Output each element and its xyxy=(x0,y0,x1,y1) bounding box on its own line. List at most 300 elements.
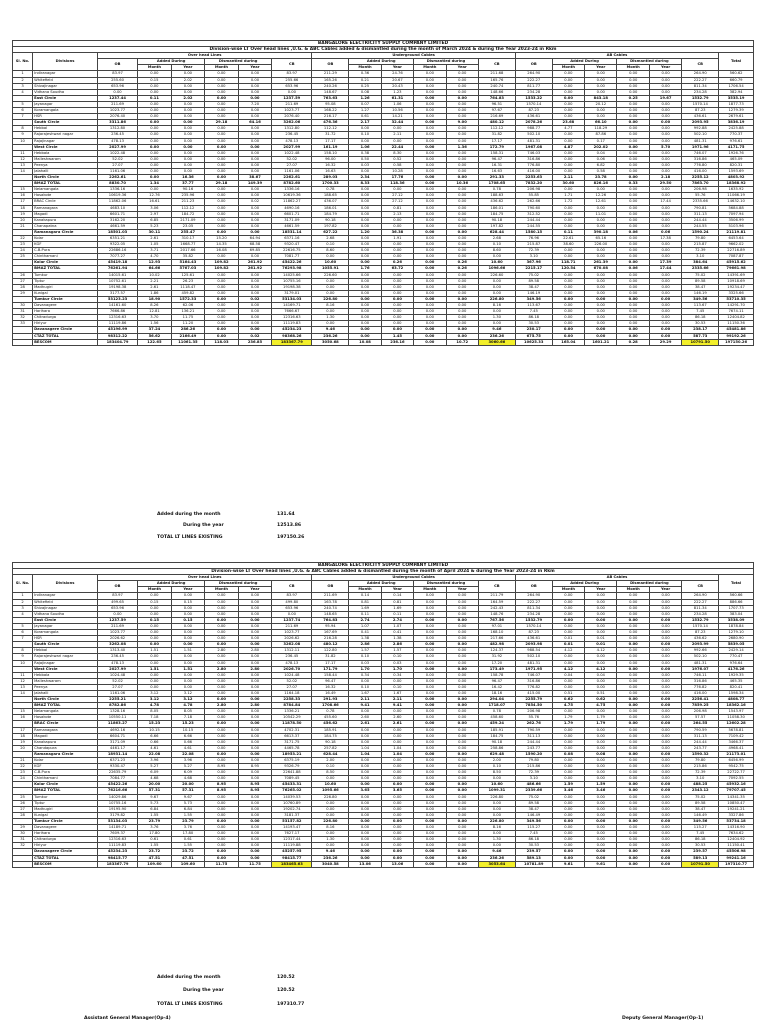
value-cell: 0.00 xyxy=(649,782,681,788)
value-cell: 0.00 xyxy=(138,114,172,120)
value-cell: 17.44 xyxy=(649,199,681,205)
value-cell: 4808.77 xyxy=(719,697,754,703)
value-cell: 0.00 xyxy=(617,794,649,800)
value-cell: 0.00 xyxy=(414,703,446,709)
value-cell: 1023.77 xyxy=(97,630,137,636)
value-cell: 0.00 xyxy=(238,193,272,199)
value-cell: 0.00 xyxy=(381,303,413,309)
value-cell: 0.04 xyxy=(585,672,617,678)
value-cell: 0.00 xyxy=(349,806,381,812)
value-cell: 8.26 xyxy=(138,303,172,309)
value-cell: 236.85 xyxy=(238,339,272,345)
april-2024-statement xyxy=(12,562,754,1007)
value-cell: 0.00 xyxy=(414,849,446,855)
value-cell: 0.00 xyxy=(617,309,649,315)
value-cell: 0.00 xyxy=(171,126,205,132)
value-cell: 215.86 xyxy=(515,764,552,770)
value-cell: 0.00 xyxy=(171,108,205,114)
value-cell: 10.56 xyxy=(381,108,413,114)
value-cell: 0.00 xyxy=(617,284,649,290)
value-cell: 206.98 xyxy=(682,187,719,193)
value-cell: 0.00 xyxy=(205,254,239,260)
value-cell: 0.00 xyxy=(205,138,239,144)
value-cell: 53134.03 xyxy=(272,296,312,302)
value-cell: 148.66 xyxy=(478,89,515,95)
division-name-cell: Kunigal xyxy=(33,812,98,818)
value-cell: 0.78 xyxy=(478,709,515,715)
value-cell: 0.00 xyxy=(552,825,584,831)
value-cell: 2.68 xyxy=(312,236,349,242)
value-cell: 0.00 xyxy=(649,315,681,321)
value-cell: 11.75 xyxy=(205,861,239,867)
value-cell: 109.82 xyxy=(205,260,239,266)
value-cell: 0.00 xyxy=(349,254,381,260)
value-cell: 10.08 xyxy=(349,339,381,345)
value-cell: 244.44 xyxy=(682,739,719,745)
value-cell: 0.00 xyxy=(446,636,478,642)
division-name-cell: Hebbal xyxy=(33,126,98,132)
value-cell: 0.00 xyxy=(649,205,681,211)
sl-no-cell: 11 xyxy=(13,672,33,678)
value-cell: 89.58 xyxy=(515,278,552,284)
value-cell: 244.44 xyxy=(515,217,552,223)
division-name-cell: North Circle xyxy=(33,697,98,703)
value-cell: 0.00 xyxy=(238,599,272,605)
value-cell: 0.00 xyxy=(205,77,239,83)
value-cell: 22686.16 xyxy=(97,248,137,254)
value-cell: 0.00 xyxy=(552,284,584,290)
value-cell: 0.00 xyxy=(617,697,649,703)
value-cell: 481.31 xyxy=(515,660,552,666)
sl-no-cell: 3 xyxy=(13,605,33,611)
value-cell: 0.00 xyxy=(381,806,413,812)
value-cell: 38.47 xyxy=(515,284,552,290)
value-cell: 0.00 xyxy=(349,818,381,824)
value-cell: 0.00 xyxy=(446,855,478,861)
value-cell: 222.27 xyxy=(682,599,719,605)
value-cell: 17.76 xyxy=(381,175,413,181)
value-cell: 22.44 xyxy=(381,144,413,150)
value-cell: 0.00 xyxy=(617,636,649,642)
value-cell: 1.51 xyxy=(138,666,172,672)
value-cell: 0.00 xyxy=(205,284,239,290)
value-cell: 0.00 xyxy=(238,150,272,156)
value-cell: 589.13 xyxy=(515,855,552,861)
value-cell: 7.20 xyxy=(238,101,272,107)
sl-no-cell: 18 xyxy=(13,205,33,211)
value-cell: 436.61 xyxy=(515,636,552,642)
value-cell: 29.29 xyxy=(649,339,681,345)
value-cell: 3.65 xyxy=(349,788,381,794)
value-cell: 0.00 xyxy=(349,248,381,254)
value-cell: 10850.47 xyxy=(719,800,754,806)
value-cell: 0.00 xyxy=(585,758,617,764)
value-cell: 349.56 xyxy=(515,818,552,824)
value-cell: 776.80 xyxy=(515,162,552,168)
value-cell: 670.08 xyxy=(585,266,617,272)
value-cell: 0.38 xyxy=(349,150,381,156)
value-cell: 56.62 xyxy=(138,333,172,339)
value-cell: 0.00 xyxy=(381,855,413,861)
value-cell: 184.72 xyxy=(171,211,205,217)
value-cell: 53123.23 xyxy=(97,296,137,302)
sl-no-cell: 22 xyxy=(13,236,33,242)
value-cell: 7674.11 xyxy=(719,309,754,315)
value-cell: 0.10 xyxy=(312,242,349,248)
value-cell: 0.00 xyxy=(205,168,239,174)
value-cell: 4.75 xyxy=(552,703,584,709)
value-cell: 45234.23 xyxy=(97,849,137,855)
value-cell: 0.00 xyxy=(446,611,478,617)
value-cell: 0.00 xyxy=(552,733,584,739)
value-cell: 0.00 xyxy=(414,593,446,599)
value-cell: 0.00 xyxy=(381,800,413,806)
value-cell: 1055.91 xyxy=(312,266,349,272)
value-cell: 1.79 xyxy=(585,715,617,721)
value-cell: 0.00 xyxy=(414,114,446,120)
value-cell: 0.00 xyxy=(349,217,381,223)
division-name-cell: West Circle xyxy=(33,144,98,150)
value-cell: 0.00 xyxy=(171,138,205,144)
value-cell: 0.00 xyxy=(238,678,272,684)
month-header: Month xyxy=(617,587,649,593)
value-cell: 0.00 xyxy=(171,83,205,89)
value-cell: 0.00 xyxy=(552,187,584,193)
value-cell: 236.26 xyxy=(478,333,515,339)
value-cell: 0.00 xyxy=(478,806,515,812)
value-cell: 0.00 xyxy=(446,327,478,333)
division-name-cell: Rajarajeshwari nagar xyxy=(33,132,98,138)
value-cell: 0.00 xyxy=(349,333,381,339)
value-cell: 311.13 xyxy=(682,211,719,217)
division-name-cell: Madhugiri xyxy=(33,284,98,290)
value-cell: 0.00 xyxy=(205,642,239,648)
value-cell: 3.06 xyxy=(138,205,172,211)
value-cell: 1.70 xyxy=(349,666,381,672)
value-cell: 1570.14 xyxy=(682,101,719,107)
value-cell: 7863.70 xyxy=(682,181,719,187)
value-cell: 0.00 xyxy=(312,812,349,818)
value-cell: 660.79 xyxy=(719,77,754,83)
value-cell: 0.00 xyxy=(446,278,478,284)
oh-added-header: Added During xyxy=(138,581,205,587)
value-cell: 367.96 xyxy=(515,260,552,266)
value-cell: 0.00 xyxy=(238,697,272,703)
value-cell: 4683.10 xyxy=(97,205,137,211)
sl-no-cell: 17 xyxy=(13,727,33,733)
value-cell: 75.02 xyxy=(515,794,552,800)
value-cell: 746.07 xyxy=(515,672,552,678)
value-cell: 47.51 xyxy=(138,855,172,861)
value-cell: 38.47 xyxy=(515,806,552,812)
value-cell: 146.19 xyxy=(515,290,552,296)
value-cell: 0.00 xyxy=(238,126,272,132)
value-cell: 2093.95 xyxy=(682,120,719,126)
value-cell: 0.00 xyxy=(414,211,446,217)
value-cell: 0.00 xyxy=(414,648,446,654)
value-cell: 0.00 xyxy=(617,254,649,260)
value-cell: 1668.77 xyxy=(171,242,205,248)
value-cell: 0.00 xyxy=(585,800,617,806)
value-cell: 5678.81 xyxy=(719,727,754,733)
value-cell: 0.00 xyxy=(414,764,446,770)
value-cell: 763.63 xyxy=(312,95,349,101)
value-cell: 0.00 xyxy=(446,843,478,849)
value-cell: 211.69 xyxy=(272,623,312,629)
value-cell: 0.00 xyxy=(381,223,413,229)
division-name-cell: Kolar Circle xyxy=(33,260,98,266)
value-cell: 11119.83 xyxy=(97,843,137,849)
division-name-cell: CTAZ TOTAL xyxy=(33,855,98,861)
value-cell: 0.00 xyxy=(649,89,681,95)
value-cell: 0.00 xyxy=(171,101,205,107)
value-cell: 23.68 xyxy=(552,120,584,126)
value-cell: 31.92 xyxy=(478,654,515,660)
value-cell: 3.12 xyxy=(171,690,205,696)
value-cell: 436.61 xyxy=(682,114,719,120)
value-cell: 1312.80 xyxy=(97,126,137,132)
value-cell: 8784.84 xyxy=(272,703,312,709)
sl-no-cell: 26 xyxy=(13,800,33,806)
value-cell: 264.55 xyxy=(682,721,719,727)
value-cell: 184.75 xyxy=(478,211,515,217)
value-cell: 16.36 xyxy=(171,175,205,181)
value-cell: 0.00 xyxy=(349,855,381,861)
value-cell: 0.00 xyxy=(446,648,478,654)
value-cell: 4.78 xyxy=(171,703,205,709)
value-cell: 0.00 xyxy=(446,83,478,89)
value-cell: 0.00 xyxy=(138,150,172,156)
value-cell: 12.61 xyxy=(585,199,617,205)
value-cell: 8.16 xyxy=(478,303,515,309)
value-cell: 0.00 xyxy=(617,150,649,156)
value-cell: 211.69 xyxy=(97,623,137,629)
value-cell: 168.10 xyxy=(478,630,515,636)
value-cell: 1580.15 xyxy=(515,229,552,235)
division-name-cell: Rajarajeshwari nagar xyxy=(33,654,98,660)
value-cell: 0.00 xyxy=(205,126,239,132)
value-cell: 19.67 xyxy=(649,95,681,101)
value-cell: 2166.49 xyxy=(171,333,205,339)
value-cell: 0.00 xyxy=(446,806,478,812)
value-cell: 2215.17 xyxy=(515,266,552,272)
value-cell: 1.79 xyxy=(585,721,617,727)
value-cell: 186.01 xyxy=(478,205,515,211)
value-cell: 10625.33 xyxy=(515,339,552,345)
value-cell: 0.00 xyxy=(552,758,584,764)
value-cell: 0.00 xyxy=(649,108,681,114)
value-cell: 0.00 xyxy=(238,229,272,235)
value-cell: 0.00 xyxy=(617,114,649,120)
value-cell: 1.69 xyxy=(349,605,381,611)
value-cell: 20.00 xyxy=(171,782,205,788)
value-cell: 1.51 xyxy=(138,648,172,654)
value-cell: 90.18 xyxy=(312,739,349,745)
value-cell: 262.66 xyxy=(515,199,552,205)
value-cell: 0.00 xyxy=(649,654,681,660)
value-cell: 0.00 xyxy=(205,806,239,812)
value-cell: 0.00 xyxy=(617,193,649,199)
value-cell: 165.76 xyxy=(478,77,515,83)
value-cell: 0.10 xyxy=(478,242,515,248)
value-cell: 226.80 xyxy=(478,794,515,800)
sl-no-cell: 16 xyxy=(13,715,33,721)
value-cell: 261.92 xyxy=(238,260,272,266)
value-cell: 0.00 xyxy=(446,95,478,101)
value-cell: 0.00 xyxy=(238,303,272,309)
value-cell: 488.25 xyxy=(682,782,719,788)
value-cell: 0.00 xyxy=(649,321,681,327)
value-cell: 0.00 xyxy=(552,812,584,818)
value-cell: 7666.86 xyxy=(97,309,137,315)
value-cell: 1700.33 xyxy=(312,181,349,187)
sl-no-cell: 1 xyxy=(13,593,33,599)
value-cell: 244.55 xyxy=(515,223,552,229)
oh-ob-header: OB xyxy=(97,59,137,71)
value-cell: 27.12 xyxy=(381,193,413,199)
value-cell: 90.16 xyxy=(171,187,205,193)
value-cell: 10.28 xyxy=(381,168,413,174)
value-cell: 0.00 xyxy=(138,162,172,168)
value-cell: 11066.19 xyxy=(719,193,754,199)
value-cell: 0.00 xyxy=(649,812,681,818)
value-cell: 0.00 xyxy=(414,126,446,132)
value-cell: 0.00 xyxy=(205,623,239,629)
value-cell: 0.00 xyxy=(414,825,446,831)
value-cell: 75.02 xyxy=(515,272,552,278)
sl-no-cell: 26 xyxy=(13,272,33,278)
value-cell: 0.00 xyxy=(585,217,617,223)
value-cell: 820.41 xyxy=(719,684,754,690)
value-cell: 1.06 xyxy=(349,144,381,150)
ab-added-header: Added During xyxy=(552,581,617,587)
value-cell: 0.00 xyxy=(205,296,239,302)
value-cell: 0.00 xyxy=(552,327,584,333)
division-name-cell: Kunigal xyxy=(33,290,98,296)
value-cell: 239.57 xyxy=(515,849,552,855)
value-cell: 183404.79 xyxy=(97,339,137,345)
value-cell: 1.86 xyxy=(138,290,172,296)
value-cell: 0.00 xyxy=(617,272,649,278)
value-cell: 10791.50 xyxy=(682,339,719,345)
value-cell: 0.00 xyxy=(649,242,681,248)
value-cell: 0.00 xyxy=(349,327,381,333)
value-cell: 0.00 xyxy=(205,108,239,114)
value-cell: 0.00 xyxy=(649,776,681,782)
value-cell: 0.00 xyxy=(585,678,617,684)
value-cell: 45234.23 xyxy=(272,327,312,333)
value-cell: 1708.66 xyxy=(312,703,349,709)
value-cell: 18501.03 xyxy=(97,229,137,235)
value-cell: 86.18 xyxy=(515,315,552,321)
division-name-cell: Jayanagar xyxy=(33,623,98,629)
value-cell: 1971.95 xyxy=(515,666,552,672)
value-cell: 2027.99 xyxy=(97,666,137,672)
value-cell: 0.00 xyxy=(552,162,584,168)
sl-no-cell: 12 xyxy=(13,678,33,684)
sl-no-cell: 6 xyxy=(13,108,33,114)
value-cell: 15.20 xyxy=(205,236,239,242)
value-cell: 0.00 xyxy=(446,770,478,776)
value-cell: 0.00 xyxy=(349,812,381,818)
value-cell: 0.00 xyxy=(478,278,515,284)
value-cell: 0.00 xyxy=(414,89,446,95)
value-cell: 45196.99 xyxy=(97,327,137,333)
value-cell: 0.33 xyxy=(617,181,649,187)
value-cell: 8.30 xyxy=(381,150,413,156)
value-cell: 0.00 xyxy=(414,83,446,89)
value-cell: 0.00 xyxy=(649,843,681,849)
value-cell: 0.00 xyxy=(205,156,239,162)
value-cell: 0.00 xyxy=(205,721,239,727)
value-cell: 0.00 xyxy=(617,782,649,788)
value-cell: 211.23 xyxy=(171,199,205,205)
sl-no-cell: 32 xyxy=(13,315,33,321)
value-cell: 0.00 xyxy=(414,806,446,812)
value-cell: 0.00 xyxy=(552,764,584,770)
value-cell: 14.21 xyxy=(381,114,413,120)
value-cell: 4.75 xyxy=(585,703,617,709)
value-cell: 9320.47 xyxy=(272,242,312,248)
value-cell: 992.88 xyxy=(682,126,719,132)
value-cell: 76261.94 xyxy=(97,266,137,272)
value-cell: 45481.86 xyxy=(719,327,754,333)
value-cell: 11862.06 xyxy=(97,199,137,205)
value-cell: 0.00 xyxy=(138,636,172,642)
value-cell: 0.00 xyxy=(205,205,239,211)
value-cell: 9.61 xyxy=(585,861,617,867)
value-cell: 0.00 xyxy=(138,593,172,599)
value-cell: 168.22 xyxy=(312,108,349,114)
value-cell: 264.90 xyxy=(515,71,552,77)
value-cell: 167.69 xyxy=(312,630,349,636)
value-cell: 0.78 xyxy=(478,187,515,193)
value-cell: 4803.92 xyxy=(719,175,754,181)
value-cell: 0.00 xyxy=(617,684,649,690)
value-cell: 2680.90 xyxy=(719,636,754,642)
value-cell: 2.68 xyxy=(478,236,515,242)
summary-month xyxy=(157,975,295,980)
sl-no-cell: 28 xyxy=(13,284,33,290)
value-cell: 148.67 xyxy=(312,89,349,95)
value-cell: 8.16 xyxy=(312,303,349,309)
value-cell: 0.00 xyxy=(138,175,172,181)
value-cell: 0.58 xyxy=(585,168,617,174)
value-cell: 243.77 xyxy=(682,745,719,751)
value-cell: 15.23 xyxy=(138,721,172,727)
value-cell: 7081.77 xyxy=(272,254,312,260)
value-cell: 55.76 xyxy=(515,715,552,721)
value-cell: 17.38 xyxy=(649,236,681,242)
value-cell: 0.00 xyxy=(205,303,239,309)
value-cell: 0.00 xyxy=(414,812,446,818)
value-cell: 653.96 xyxy=(97,605,137,611)
value-cell: 90.18 xyxy=(478,739,515,745)
value-cell: 0.00 xyxy=(617,599,649,605)
value-cell: 23.05 xyxy=(171,223,205,229)
value-cell: 1.38 xyxy=(381,636,413,642)
value-cell: 163.78 xyxy=(312,599,349,605)
value-cell: 184.75 xyxy=(478,733,515,739)
division-name-cell: West Circle xyxy=(33,666,98,672)
value-cell: 0.00 xyxy=(205,599,239,605)
value-cell: 3060.66 xyxy=(478,339,515,345)
value-cell: 234.28 xyxy=(515,611,552,617)
value-cell: 18.90 xyxy=(138,296,172,302)
value-cell: 7.45 xyxy=(682,831,719,837)
division-name-cell: South Circle xyxy=(33,120,98,126)
value-cell: 465.09 xyxy=(719,156,754,162)
